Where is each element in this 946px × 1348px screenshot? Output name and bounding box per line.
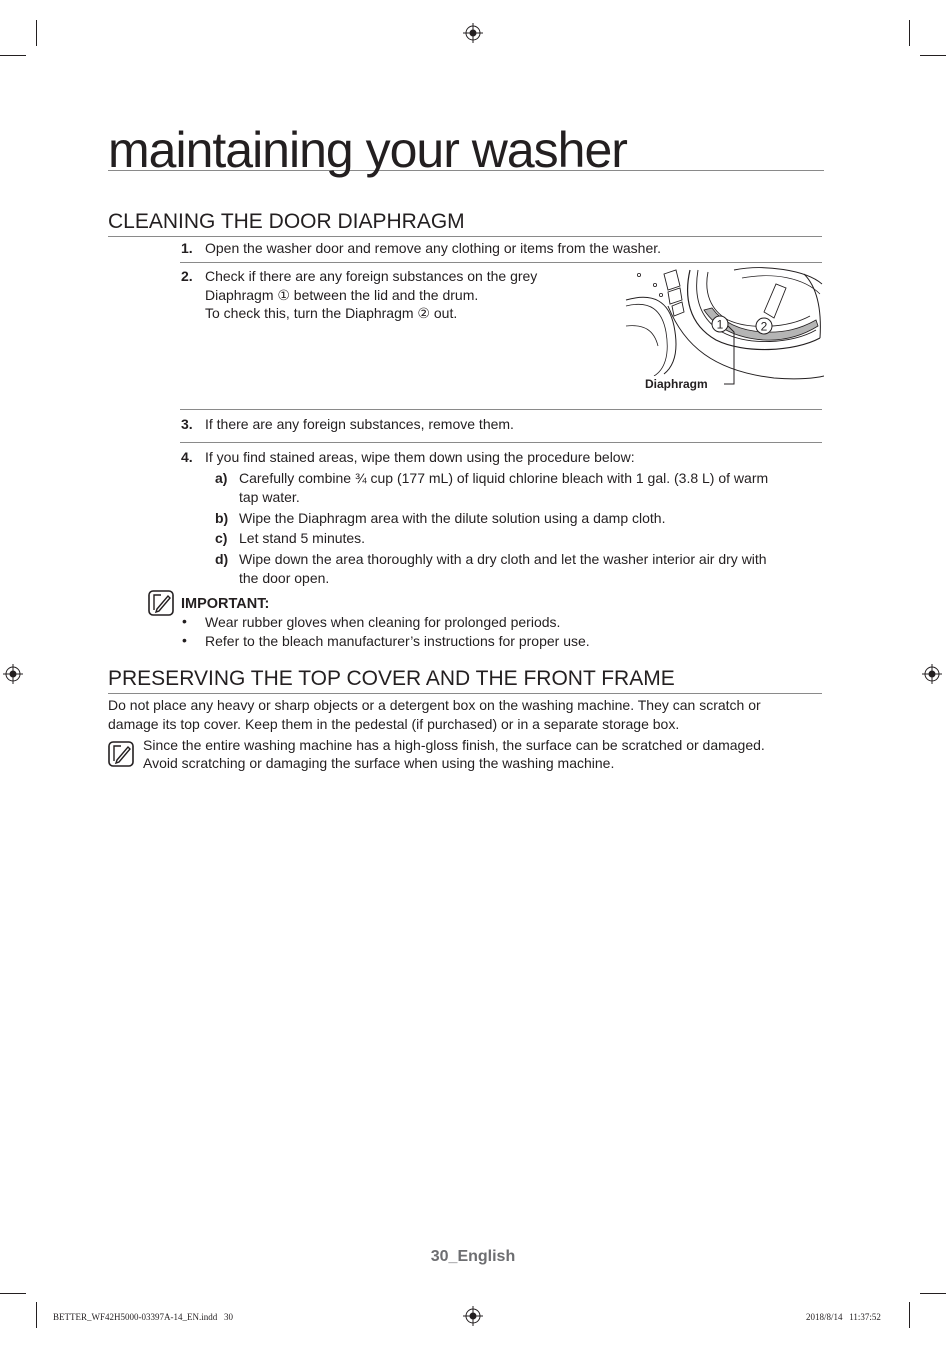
substep-label: a) [215,470,228,486]
page-title: maintaining your washer [108,118,824,171]
step-text: Open the washer door and remove any clothing or items from the washer. [205,240,662,256]
footer-timestamp: 2018/8/14 11:37:52 [806,1312,881,1322]
step-text: To check this, turn the Diaphragm ② out. [205,305,458,321]
substep-text: tap water. [239,489,300,505]
diaphragm-label: Diaphragm [645,377,708,391]
crop-mark [909,20,910,46]
body-paragraph: damage its top cover. Keep them in the pedestal (if purchased) or in a separate storage box. [108,716,680,732]
step-text: Diaphragm ① between the lid and the drum. [205,287,479,303]
step-number: 1. [181,240,193,256]
step-text: Check if there are any foreign substances on the grey [205,268,538,284]
divider [180,409,822,410]
section-heading-preserving-top-cover: PRESERVING THE TOP COVER AND THE FRONT FRAME [108,666,822,694]
callout-1: 1 [716,317,724,332]
note-pencil-icon [108,741,134,767]
substep-text: Let stand 5 minutes. [239,530,366,546]
crop-mark [0,1293,26,1294]
body-paragraph: Do not place any heavy or sharp objects or a detergent box on the washing machine. They can scratch or [108,697,761,713]
bullet-mark: • [182,632,187,648]
registration-mark-icon [463,1306,483,1326]
step-number: 4. [181,449,193,465]
important-bullet-text: Wear rubber gloves when cleaning for prolonged periods. [205,614,561,630]
crop-mark [909,1302,910,1328]
registration-mark-icon [463,23,483,43]
page-number: 30_English [430,1248,516,1265]
substep-text: Wipe down the area thoroughly with a dry cloth and let the washer interior air dry with [239,551,767,567]
divider [180,442,822,443]
crop-mark [920,55,946,56]
registration-mark-icon [922,664,942,684]
substep-text: Wipe the Diaphragm area with the dilute solution using a damp cloth. [239,510,666,526]
callout-2: 2 [760,319,768,334]
substep-text: Carefully combine ¾ cup (177 mL) of liquid chlorine bleach with 1 gal. (3.8 L) of warm [239,470,769,486]
substep-text: the door open. [239,570,330,586]
note-pencil-icon [148,590,174,616]
step-number: 3. [181,416,193,432]
important-label: IMPORTANT: [181,596,270,612]
crop-mark [36,20,37,46]
substep-label: d) [215,551,229,567]
important-bullet-text: Refer to the bleach manufacturer’s instructions for proper use. [205,633,590,649]
bullet-mark: • [182,613,187,629]
section-heading-cleaning-door-diaphragm: CLEANING THE DOOR DIAPHRAGM [108,209,822,237]
footer-file-name: BETTER_WF42H5000-03397A-14_EN.indd 30 [53,1312,233,1322]
registration-mark-icon [3,664,23,684]
note-text: Avoid scratching or damaging the surface when using the washing machine. [143,755,615,771]
diaphragm-illustration [624,266,824,394]
step-text: If you find stained areas, wipe them down using the procedure below: [205,449,635,465]
divider [180,262,822,263]
step-number: 2. [181,268,193,284]
crop-mark [0,55,26,56]
crop-mark [920,1293,946,1294]
step-text: If there are any foreign substances, remove them. [205,416,514,432]
note-text: Since the entire washing machine has a high-gloss finish, the surface can be scratched or damaged. [143,737,765,753]
substep-label: b) [215,510,229,526]
substep-label: c) [215,530,228,546]
crop-mark [36,1302,37,1328]
